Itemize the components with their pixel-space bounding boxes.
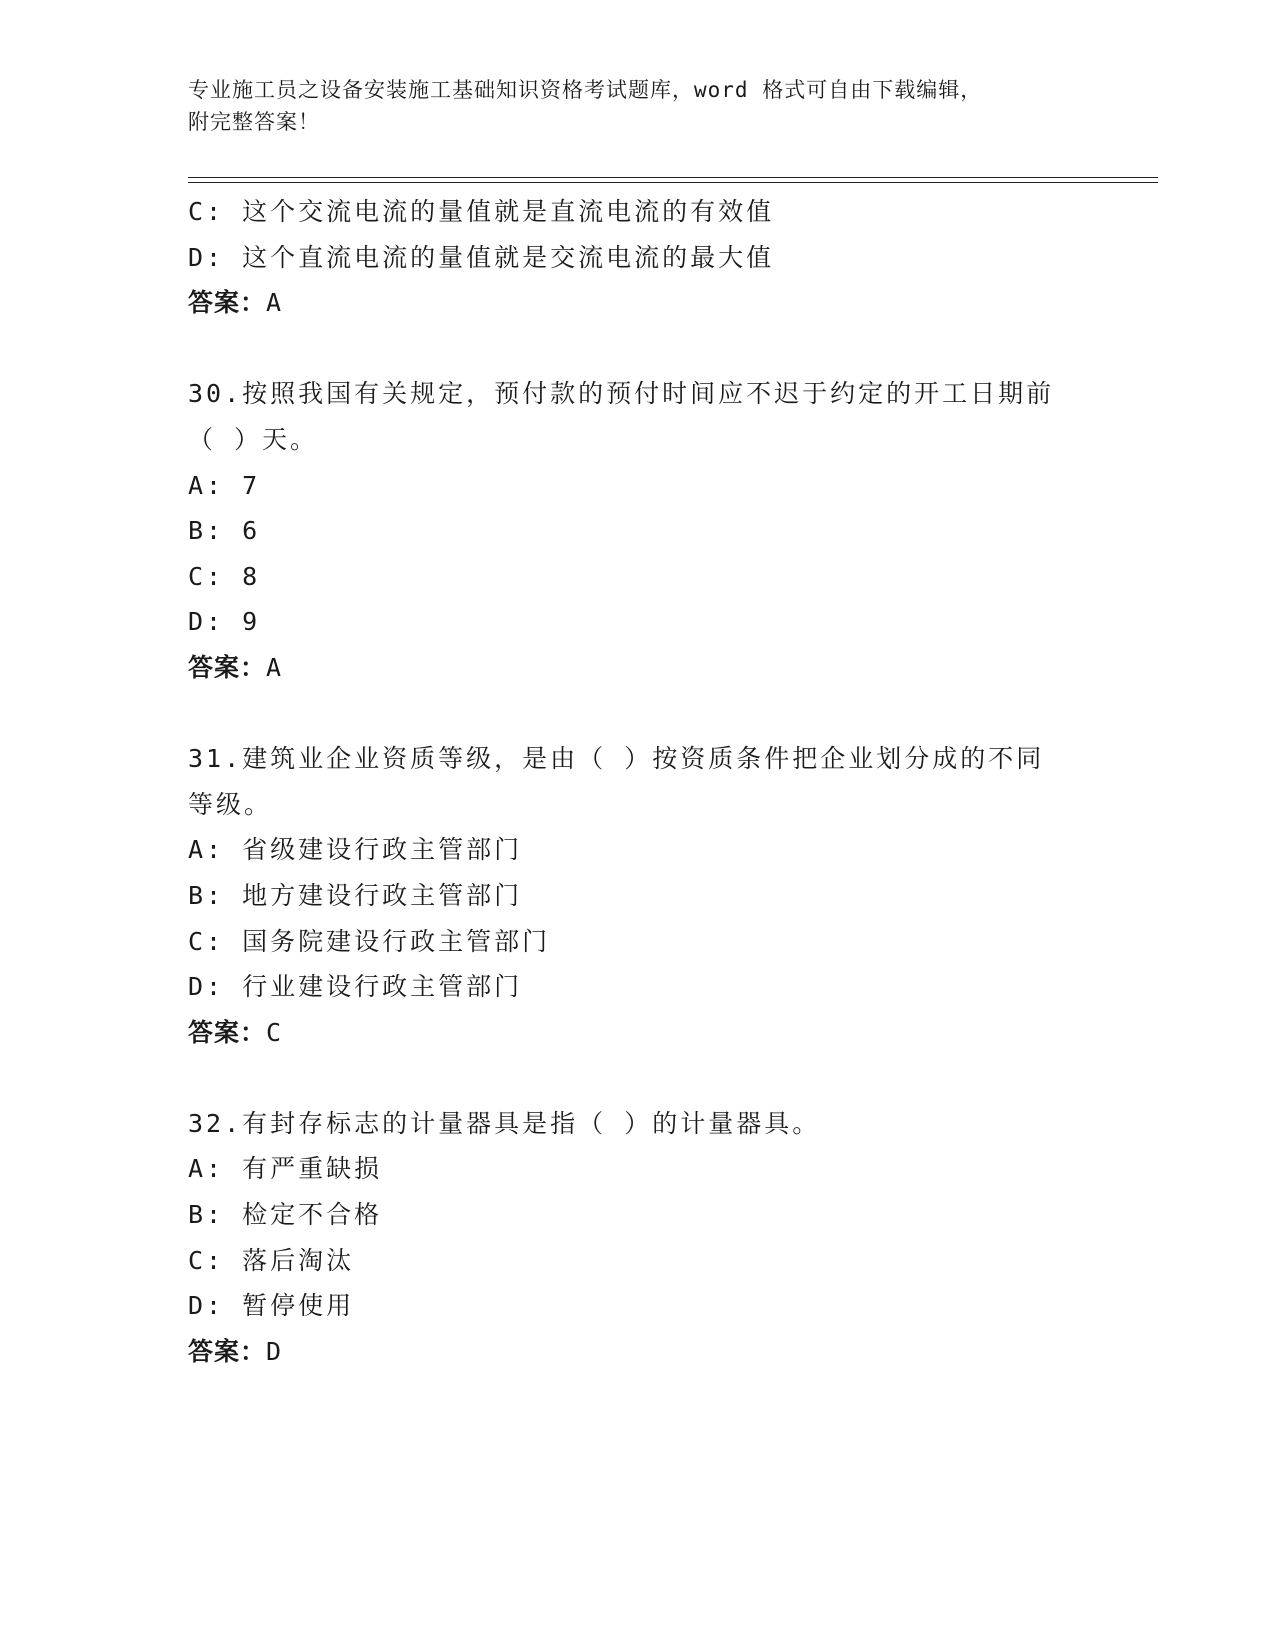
- answer-value: A: [266, 288, 283, 318]
- option-letter: C:: [188, 197, 225, 226]
- option-letter: C:: [188, 1245, 225, 1275]
- option-d: [188, 599, 1088, 645]
- question-31: [188, 736, 1088, 1055]
- header-divider-bottom: [188, 182, 1158, 183]
- question-29-continued: [188, 189, 1088, 326]
- answer-value: D: [266, 1336, 283, 1366]
- option-text: 这个直流电流的量值就是交流电流的最大值: [242, 242, 775, 272]
- option-letter: D:: [188, 242, 225, 272]
- answer-line: [188, 280, 1088, 326]
- header-divider-top: [188, 177, 1158, 178]
- header-line-1: 专业施工员之设备安装施工基础知识资格考试题库，word 格式可自由下载编辑，: [188, 78, 983, 102]
- option-letter: C:: [188, 561, 225, 591]
- question-32: [188, 1101, 1088, 1375]
- answer-value: C: [266, 1017, 283, 1047]
- option-text: 这个交流电流的量值就是直流电流的有效值: [242, 197, 775, 226]
- option-text: 9: [242, 607, 261, 637]
- option-text: 8: [242, 561, 261, 591]
- option-letter: D:: [188, 607, 225, 637]
- option-letter: B:: [188, 516, 225, 546]
- option-letter: A:: [188, 835, 225, 865]
- option-d: [188, 1283, 1088, 1329]
- option-letter: C:: [188, 926, 225, 956]
- option-letter: D:: [188, 972, 225, 1002]
- question-stem-line-1: 31.建筑业企业资质等级，是由（ ）按资质条件把企业划分成的不同: [188, 744, 1045, 774]
- option-a: [188, 827, 1088, 873]
- question-30: [188, 371, 1088, 690]
- question-spacer: [188, 691, 1088, 737]
- option-c: [188, 189, 1088, 235]
- option-text: 6: [242, 516, 261, 546]
- option-text: 省级建设行政主管部门: [242, 835, 523, 865]
- option-letter: D:: [188, 1291, 225, 1321]
- option-a: [188, 463, 1088, 509]
- option-text: 7: [242, 470, 261, 500]
- option-d: [188, 964, 1088, 1010]
- option-text: 有严重缺损: [242, 1154, 383, 1184]
- option-text: 暂停使用: [242, 1291, 355, 1321]
- option-text: 落后淘汰: [242, 1245, 355, 1275]
- answer-label: 答案：: [188, 652, 267, 682]
- option-letter: A:: [188, 470, 225, 500]
- answer-line: [188, 1329, 1088, 1375]
- question-stem-line-1: 32.有封存标志的计量器具是指（ ）的计量器具。: [188, 1108, 821, 1138]
- option-b: [188, 873, 1088, 919]
- option-c: [188, 554, 1088, 600]
- header-line-2: 附完整答案！: [188, 110, 320, 134]
- question-stem-line-1: 30.按照我国有关规定，预付款的预付时间应不迟于约定的开工日期前: [188, 379, 1055, 409]
- answer-label: 答案：: [188, 1336, 267, 1366]
- answer-value: A: [266, 652, 283, 682]
- option-text: 行业建设行政主管部门: [242, 972, 523, 1002]
- option-letter: B:: [188, 1200, 225, 1230]
- option-d: [188, 235, 1088, 281]
- document-header: [188, 74, 1068, 138]
- question-spacer: [188, 1055, 1088, 1101]
- option-text: 国务院建设行政主管部门: [242, 926, 551, 956]
- option-b: [188, 1192, 1088, 1238]
- option-c: [188, 1238, 1088, 1284]
- question-stem-line-2: （ ）天。: [188, 424, 319, 454]
- option-letter: A:: [188, 1154, 225, 1184]
- option-text: 检定不合格: [242, 1200, 383, 1230]
- question-spacer: [188, 326, 1088, 372]
- answer-line: [188, 645, 1088, 691]
- answer-label: 答案：: [188, 1017, 267, 1047]
- option-letter: B:: [188, 880, 225, 910]
- option-c: [188, 919, 1088, 965]
- option-a: [188, 1146, 1088, 1192]
- answer-label: 答案：: [188, 288, 267, 318]
- option-text: 地方建设行政主管部门: [242, 880, 523, 910]
- question-list: [188, 189, 1088, 1374]
- question-stem-line-2: 等级。: [188, 789, 273, 819]
- answer-line: [188, 1010, 1088, 1056]
- option-b: [188, 508, 1088, 554]
